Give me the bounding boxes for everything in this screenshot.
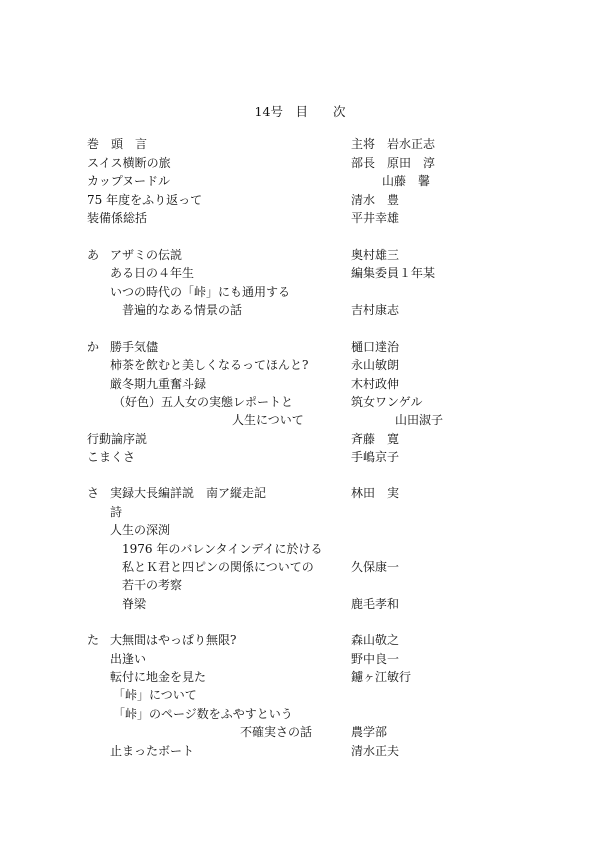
entry-title: 普遍的なある情景の話 xyxy=(122,303,243,317)
toc-entry xyxy=(0,246,600,264)
entry-title: 脊梁 xyxy=(122,597,147,611)
entry-title: 装備係総括 xyxy=(87,211,148,225)
toc-entry xyxy=(0,209,600,227)
toc-entry xyxy=(0,411,600,429)
entry-title: カップヌードル xyxy=(87,174,171,188)
toc-entry xyxy=(0,375,600,393)
entry-author: 筑女ワンゲル xyxy=(351,395,423,409)
section-kana: か xyxy=(87,340,100,354)
toc-entry xyxy=(0,503,600,521)
entry-author: 木村政伸 xyxy=(351,377,400,391)
toc-entry xyxy=(0,595,600,613)
toc-entry xyxy=(0,576,600,594)
toc-entry xyxy=(0,135,600,153)
entry-author: 編集委員１年某 xyxy=(351,266,436,280)
entry-title: アザミの伝説 xyxy=(110,248,183,262)
entry-title: 1976 年のバレンタインデイに於ける xyxy=(122,542,323,556)
entry-author: 野中良一 xyxy=(351,652,400,666)
entry-title: いつの時代の「峠」にも通用する xyxy=(110,285,291,299)
section-kana: た xyxy=(87,633,100,647)
entry-title: 行動論序説 xyxy=(87,432,148,446)
toc-entry xyxy=(0,631,600,649)
entry-author: 樋口達治 xyxy=(351,340,400,354)
toc-entry xyxy=(0,448,600,466)
entry-author: 奥村雄三 xyxy=(351,248,400,262)
toc-entry xyxy=(0,521,600,539)
entry-title: 若干の考察 xyxy=(122,578,183,592)
entry-title: 厳冬期九重奮斗録 xyxy=(110,377,207,391)
entry-title: 75 年度をふり返って xyxy=(87,193,203,207)
entry-title: 止まったボート xyxy=(110,744,195,758)
entry-title: 不確実さの話 xyxy=(240,725,313,739)
entry-author: 斉藤 寛 xyxy=(351,432,400,446)
toc-entry xyxy=(0,172,600,190)
entry-title: ある日の４年生 xyxy=(110,266,195,280)
entry-author: 鑢ヶ江敏行 xyxy=(351,670,412,684)
entry-title: 人生について xyxy=(232,413,304,427)
entry-author: 山田淑子 xyxy=(395,413,444,427)
entry-author: 清水 豊 xyxy=(351,193,400,207)
entry-author: 林田 実 xyxy=(351,486,400,500)
entry-title: 出逢い xyxy=(110,652,147,666)
toc-entry xyxy=(0,723,600,741)
entry-author: 手嶋京子 xyxy=(351,450,400,464)
entry-author: 平井幸雄 xyxy=(351,211,400,225)
toc-entry xyxy=(0,301,600,319)
toc-entry xyxy=(0,558,600,576)
toc-entry xyxy=(0,338,600,356)
toc-entry xyxy=(0,540,600,558)
entry-title: スイス横断の旅 xyxy=(87,156,171,170)
entry-title: 勝手気儘 xyxy=(110,340,159,354)
entry-author: 清水正夫 xyxy=(351,744,400,758)
entry-author: 農学部 xyxy=(351,725,388,739)
entry-title: 転付に地金を見た xyxy=(110,670,207,684)
toc-entry xyxy=(0,668,600,686)
entry-title: 詩 xyxy=(110,505,123,519)
toc-entry xyxy=(0,686,600,704)
page-title: 14号 目 次 xyxy=(254,104,346,119)
entry-title: 「峠」について xyxy=(113,688,197,702)
entry-title: 私とＫ君と四ピンの関係についての xyxy=(122,560,314,574)
toc-entry xyxy=(0,283,600,301)
toc-entry xyxy=(0,484,600,502)
entry-author: 主将 岩水正志 xyxy=(351,137,436,151)
entry-title: 「峠」のページ数をふやすという xyxy=(113,707,293,721)
toc-entry xyxy=(0,191,600,209)
entry-author: 鹿毛孝和 xyxy=(351,597,400,611)
entry-author: 部長 原田 淳 xyxy=(351,156,436,170)
entry-title: 柿茶を飲むと美しくなるってほんと? xyxy=(110,358,309,372)
entry-title: 実録大長編詳説 南ア縦走記 xyxy=(110,486,267,500)
toc-entry xyxy=(0,430,600,448)
entry-title: （好色）五人女の実態レポートと xyxy=(113,395,294,409)
section-kana: あ xyxy=(87,248,100,262)
entry-title: こまくさ xyxy=(87,450,136,464)
toc-entry xyxy=(0,356,600,374)
entry-author: 吉村康志 xyxy=(351,303,400,317)
entry-author: 山藤 馨 xyxy=(382,174,431,188)
entry-title: 大無間はやっぱり無限? xyxy=(110,633,237,647)
entry-author: 永山敏朗 xyxy=(351,358,400,372)
toc-entry xyxy=(0,650,600,668)
entry-title: 人生の深渕 xyxy=(110,523,171,537)
toc-entry xyxy=(0,705,600,723)
entry-author: 久保康一 xyxy=(351,560,400,574)
section-kana: さ xyxy=(87,486,100,500)
toc-entry xyxy=(0,264,600,282)
toc-entry xyxy=(0,154,600,172)
toc-entry xyxy=(0,393,600,411)
toc-entry xyxy=(0,742,600,760)
entry-title: 巻 頭 言 xyxy=(87,137,148,151)
entry-author: 森山敬之 xyxy=(351,633,400,647)
